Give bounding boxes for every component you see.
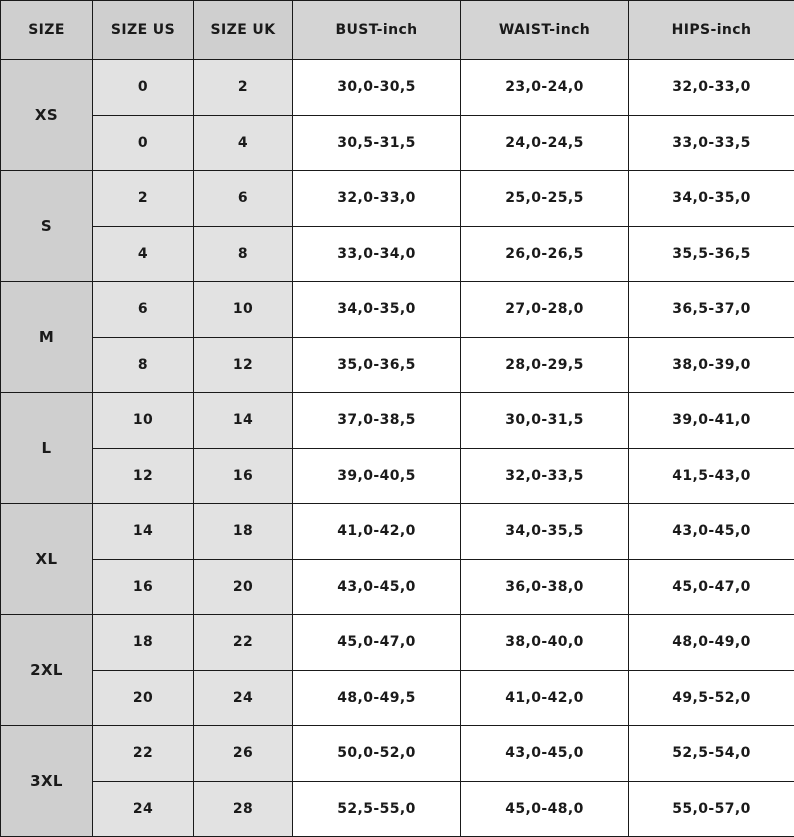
table-header [1,1,794,60]
cell-size-us: 20 [93,670,194,726]
cell-hips: 55,0-57,0 [629,781,794,837]
cell-size-us: 24 [93,781,194,837]
cell-hips: 45,0-47,0 [629,559,794,615]
column-header-size-us: SIZE US [93,1,194,60]
cell-hips: 52,5-54,0 [629,726,794,782]
column-header-waist: WAIST-inch [461,1,629,60]
cell-bust: 34,0-35,0 [293,282,461,338]
size-label-cell: 3XL [1,726,93,837]
cell-size-uk: 12 [194,337,293,393]
cell-hips: 41,5-43,0 [629,448,794,504]
table-row [1,337,794,393]
cell-size-uk: 6 [194,171,293,227]
cell-size-uk: 4 [194,115,293,171]
cell-size-us: 14 [93,504,194,560]
cell-bust: 35,0-36,5 [293,337,461,393]
size-label-cell: L [1,393,93,504]
cell-hips: 33,0-33,5 [629,115,794,171]
column-header-size-uk: SIZE UK [194,1,293,60]
cell-size-uk: 26 [194,726,293,782]
cell-bust: 32,0-33,0 [293,171,461,227]
cell-hips: 32,0-33,0 [629,60,794,116]
column-header-hips: HIPS-inch [629,1,794,60]
cell-bust: 30,5-31,5 [293,115,461,171]
cell-size-us: 6 [93,282,194,338]
cell-bust: 30,0-30,5 [293,60,461,116]
cell-waist: 27,0-28,0 [461,282,629,338]
cell-waist: 32,0-33,5 [461,448,629,504]
table-row [1,781,794,837]
cell-bust: 45,0-47,0 [293,615,461,671]
header-row [1,1,794,60]
cell-hips: 38,0-39,0 [629,337,794,393]
cell-hips: 39,0-41,0 [629,393,794,449]
column-header-size: SIZE [1,1,93,60]
cell-size-uk: 24 [194,670,293,726]
cell-hips: 34,0-35,0 [629,171,794,227]
cell-waist: 38,0-40,0 [461,615,629,671]
cell-hips: 43,0-45,0 [629,504,794,560]
cell-bust: 33,0-34,0 [293,226,461,282]
cell-size-uk: 16 [194,448,293,504]
table-row [1,60,794,116]
cell-size-us: 10 [93,393,194,449]
table-row [1,504,794,560]
size-label-cell: S [1,171,93,282]
cell-bust: 41,0-42,0 [293,504,461,560]
cell-bust: 48,0-49,5 [293,670,461,726]
cell-waist: 23,0-24,0 [461,60,629,116]
cell-waist: 26,0-26,5 [461,226,629,282]
cell-size-uk: 8 [194,226,293,282]
cell-waist: 34,0-35,5 [461,504,629,560]
cell-waist: 45,0-48,0 [461,781,629,837]
size-label-cell: XS [1,60,93,171]
table-row [1,115,794,171]
cell-size-us: 18 [93,615,194,671]
cell-size-us: 2 [93,171,194,227]
table-row [1,171,794,227]
table-row [1,615,794,671]
cell-waist: 30,0-31,5 [461,393,629,449]
table-row [1,226,794,282]
cell-bust: 52,5-55,0 [293,781,461,837]
cell-size-us: 22 [93,726,194,782]
cell-bust: 37,0-38,5 [293,393,461,449]
table-row [1,282,794,338]
cell-hips: 48,0-49,0 [629,615,794,671]
cell-size-us: 16 [93,559,194,615]
cell-waist: 24,0-24,5 [461,115,629,171]
cell-bust: 39,0-40,5 [293,448,461,504]
cell-size-us: 4 [93,226,194,282]
table-row [1,726,794,782]
cell-size-uk: 2 [194,60,293,116]
cell-size-uk: 18 [194,504,293,560]
table-row [1,670,794,726]
cell-waist: 28,0-29,5 [461,337,629,393]
cell-size-uk: 14 [194,393,293,449]
cell-size-us: 8 [93,337,194,393]
cell-size-uk: 28 [194,781,293,837]
size-label-cell: XL [1,504,93,615]
table-body [1,60,794,837]
cell-size-us: 0 [93,60,194,116]
table-row [1,559,794,615]
column-header-bust: BUST-inch [293,1,461,60]
cell-bust: 50,0-52,0 [293,726,461,782]
cell-bust: 43,0-45,0 [293,559,461,615]
cell-waist: 25,0-25,5 [461,171,629,227]
cell-hips: 36,5-37,0 [629,282,794,338]
cell-hips: 49,5-52,0 [629,670,794,726]
cell-hips: 35,5-36,5 [629,226,794,282]
cell-size-uk: 22 [194,615,293,671]
table-row [1,448,794,504]
size-label-cell: 2XL [1,615,93,726]
cell-waist: 36,0-38,0 [461,559,629,615]
size-label-cell: M [1,282,93,393]
cell-waist: 43,0-45,0 [461,726,629,782]
cell-size-us: 0 [93,115,194,171]
cell-size-uk: 10 [194,282,293,338]
cell-size-us: 12 [93,448,194,504]
table-row [1,393,794,449]
cell-waist: 41,0-42,0 [461,670,629,726]
cell-size-uk: 20 [194,559,293,615]
